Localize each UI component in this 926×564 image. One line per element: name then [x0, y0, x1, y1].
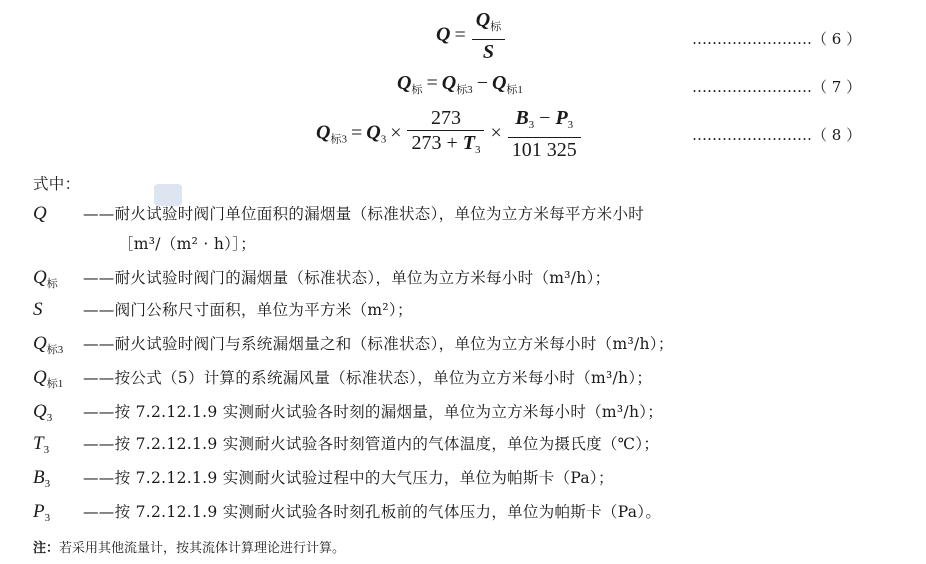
def-symbol-letter: B — [33, 467, 45, 488]
eq7-lhs-symbol: Q — [397, 72, 412, 94]
eq8-lhs-symbol: Q — [316, 121, 331, 144]
eq8-q3-symbol: Q — [366, 121, 381, 144]
equation-6-number: ……………………（ 6 ） — [692, 30, 862, 48]
eq8-frac2-num-b-subscript: 3 — [528, 119, 535, 131]
eq6-lhs: Q — [436, 23, 451, 46]
definition-text: ——阀门公称尺寸面积，单位为平方米（m²）； — [83, 301, 413, 319]
eq6-fraction — [472, 8, 505, 64]
equation-8 — [316, 106, 583, 162]
definition-text: ——按 7.2.12.1.9 实测耐火试验各时刻管道内的气体温度，单位为摄氏度（℃）； — [83, 435, 660, 453]
eq7-term1-symbol: Q — [441, 72, 457, 94]
times-sign: × — [390, 121, 402, 144]
eq7-lhs-subscript: 标 — [411, 84, 423, 96]
eq7-term2-subscript: 标1 — [506, 84, 523, 96]
definition-row — [33, 400, 663, 424]
def-symbol-letter: P — [33, 501, 45, 522]
definition-text: ——耐火试验时阀门与系统漏烟量之和（标准状态），单位为立方米每小时（m³/h）； — [83, 335, 674, 353]
definition-text: ——按 7.2.12.1.9 实测耐火试验各时刻孔板前的气体压力，单位为帕斯卡（Pa）。 — [83, 503, 662, 521]
definition-row — [33, 332, 674, 357]
eq8-fraction-2 — [508, 106, 581, 162]
eq6-den-symbol: S — [482, 41, 495, 63]
definition-row — [33, 366, 652, 391]
eq6-num-symbol: Q — [475, 9, 491, 31]
eq8-fraction-1 — [407, 106, 484, 162]
eq8-frac2-minus: − — [534, 107, 556, 129]
equation-8-number: ……………………（ 8 ） — [692, 126, 862, 144]
equation-7 — [397, 72, 523, 97]
def-symbol-letter: Q — [33, 203, 47, 224]
definition-row — [33, 266, 610, 291]
note-label: 注： — [33, 541, 60, 556]
eq8-lhs-subscript: 标3 — [330, 133, 347, 146]
definition-symbol — [33, 203, 83, 226]
definition-row — [33, 298, 413, 322]
definition-text: ——按 7.2.12.1.9 实测耐火试验各时刻的漏烟量，单位为立方米每小时（m³/h）； — [83, 403, 664, 421]
eq6-num-subscript: 标 — [490, 21, 502, 33]
def-symbol-letter: Q — [33, 333, 47, 354]
def-symbol-letter: Q — [33, 267, 47, 288]
eq7-term2-symbol: Q — [491, 72, 507, 94]
where-label: 式中： — [33, 175, 81, 193]
note — [33, 537, 345, 556]
eq8-frac1-numerator: 273 — [407, 106, 484, 131]
def-symbol-subscript: 3 — [46, 412, 53, 424]
eq7-term1-subscript: 标3 — [456, 84, 473, 96]
definition-text: ——按公式（5）计算的系统漏风量（标准状态），单位为立方米每小时（m³/h）； — [83, 369, 653, 387]
eq8-frac1-den-constant: 273 + — [411, 132, 463, 154]
eq8-frac1-den-subscript: 3 — [474, 144, 481, 156]
equals-sign: = — [426, 72, 438, 94]
equation-6 — [436, 8, 507, 64]
def-symbol-letter: Q — [33, 367, 47, 388]
minus-sign: − — [476, 72, 488, 94]
def-symbol-letter: Q — [33, 401, 47, 422]
eq8-frac2-num-p: P — [555, 107, 568, 129]
eq8-frac2-denominator: 101 325 — [511, 139, 577, 161]
eq8-q3-subscript: 3 — [380, 133, 387, 146]
def-symbol-letter: S — [33, 299, 43, 320]
eq8-frac2-num-b: B — [515, 107, 529, 129]
equation-7-number: ……………………（ 7 ） — [692, 78, 862, 96]
def-symbol-subscript: 3 — [44, 512, 51, 524]
times-sign: × — [490, 121, 502, 144]
def-symbol-subscript: 标 — [46, 278, 58, 290]
eq8-frac1-den-symbol: T — [462, 132, 475, 154]
definition-text: ——耐火试验时阀门的漏烟量（标准状态），单位为立方米每小时（m³/h）； — [83, 269, 611, 287]
definition-row — [33, 466, 614, 490]
definition-text: ——耐火试验时阀门单位面积的漏烟量（标准状态），单位为立方米每平方米小时 — [83, 205, 645, 223]
def-symbol-subscript: 3 — [43, 444, 50, 456]
def-symbol-letter: T — [33, 433, 44, 454]
definition-continuation: ［m³/（m² · h）］； — [118, 235, 257, 253]
equals-sign: = — [350, 121, 363, 144]
def-symbol-subscript: 标1 — [46, 378, 64, 390]
def-symbol-subscript: 3 — [44, 478, 51, 490]
equals-sign: = — [454, 23, 466, 46]
definition-row — [33, 432, 659, 456]
eq8-frac2-num-p-subscript: 3 — [567, 119, 574, 131]
definition-row — [33, 202, 644, 226]
def-symbol-subscript: 标3 — [46, 344, 64, 356]
definition-text: ——按 7.2.12.1.9 实测耐火试验过程中的大气压力，单位为帕斯卡（Pa）； — [83, 469, 614, 487]
note-text: 若采用其他流量计，按其流体计算理论进行计算。 — [59, 541, 346, 556]
definition-row — [33, 500, 661, 524]
